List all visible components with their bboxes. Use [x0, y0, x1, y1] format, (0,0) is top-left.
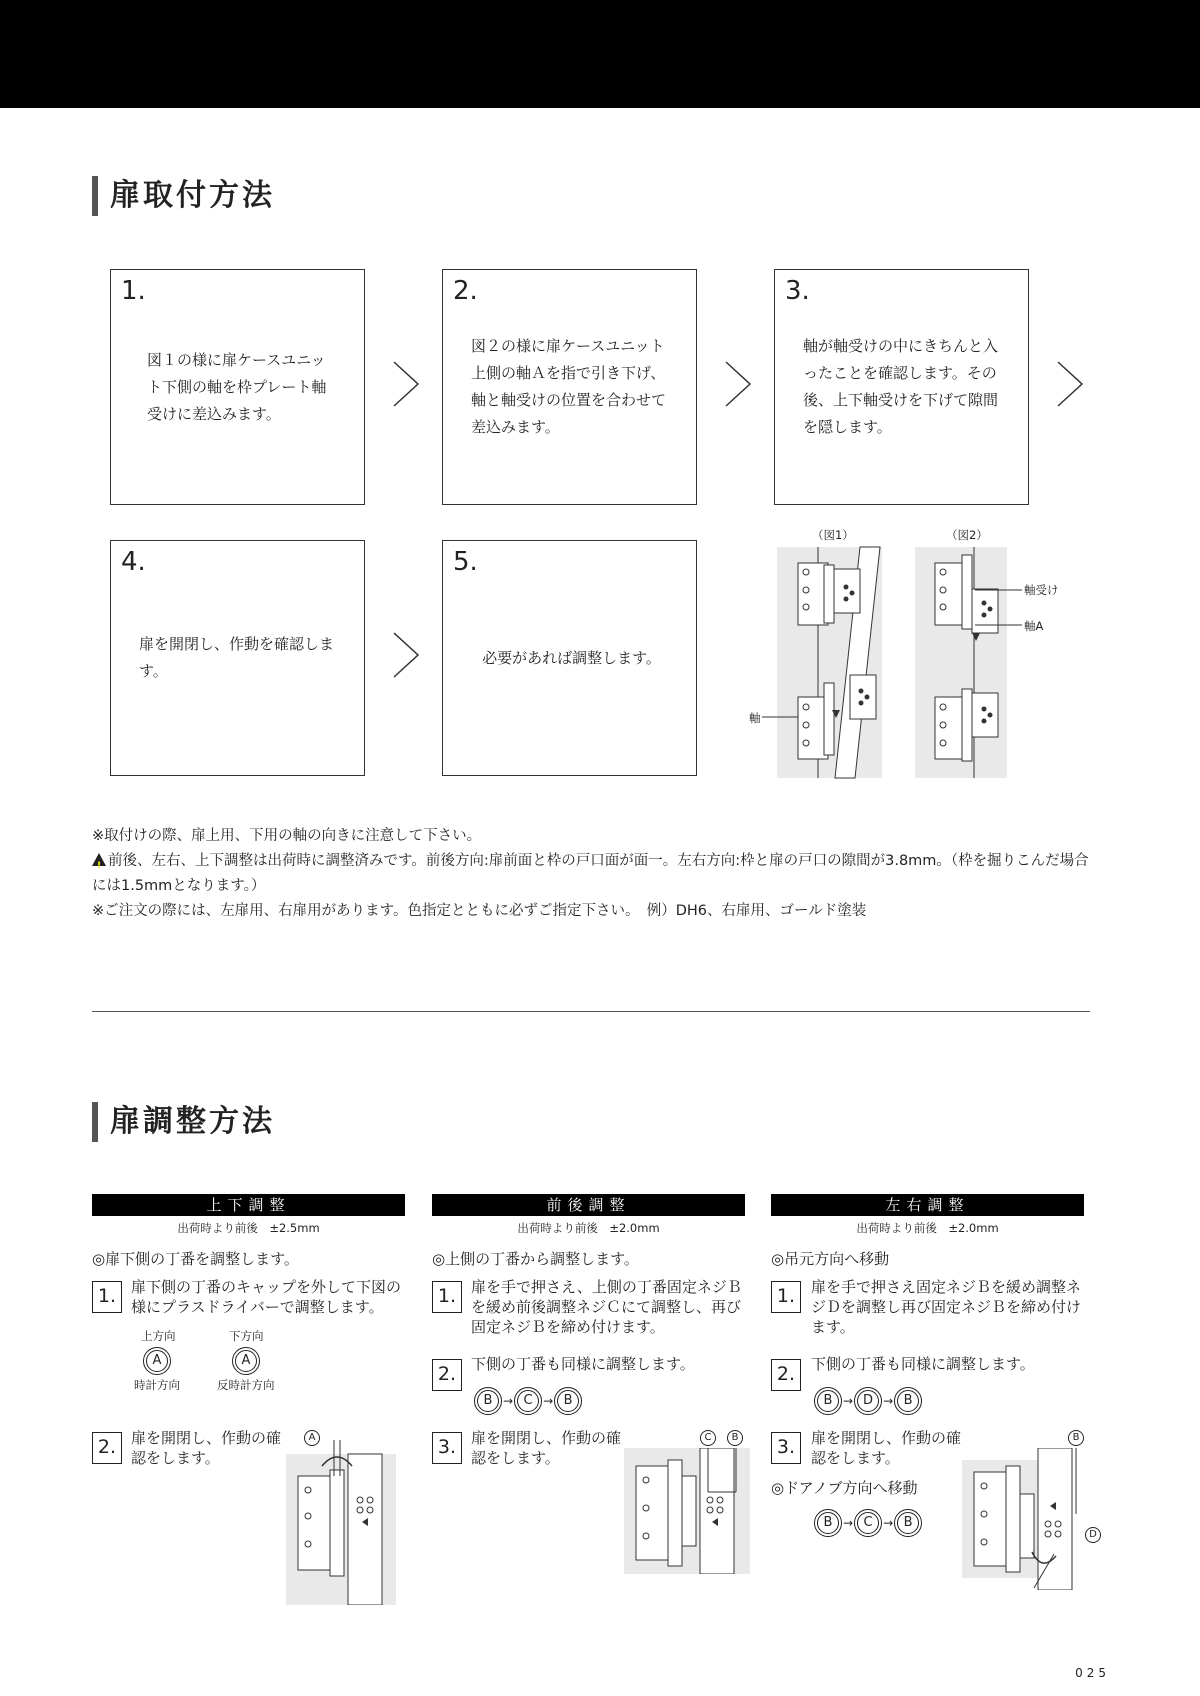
letter-b-marker: B: [1068, 1430, 1084, 1446]
step-box-3: [774, 269, 1029, 505]
column-lead: ◎吊元方向へ移動: [771, 1250, 890, 1268]
letter-a-marker: A: [304, 1430, 320, 1446]
step-box-1: [110, 269, 365, 505]
letter-c-marker: C: [700, 1430, 716, 1446]
counterclockwise-label: 反時計方向: [217, 1378, 275, 1392]
column-tolerance: 出荷時より前後 ±2.0mm: [856, 1221, 999, 1235]
step-text: 扉を開閉し、作動を確認します。: [139, 635, 335, 680]
sequence-b-c-b: B → C → B: [477, 1390, 579, 1412]
hinge-install-diagram: [740, 545, 1085, 780]
left-right-step-1-text: 扉を手で押さえ固定ネジＢを緩め調整ネジＤを調整し再び固定ネジＢを締め付けます。: [811, 1278, 1082, 1336]
clockwise-label: 時計方向: [134, 1378, 180, 1392]
column-front-back-adjust: [432, 1194, 745, 1269]
column-tolerance: 出荷時より前後 ±2.0mm: [517, 1221, 660, 1235]
chevron-right-icon: [390, 630, 424, 680]
column-header: 上下調整: [92, 1194, 405, 1216]
label-shaft-a: 軸A: [1024, 619, 1044, 633]
section-divider: [92, 1011, 1090, 1012]
step-box-2: [442, 269, 697, 505]
sequence-b-c-b-2: B → C → B: [817, 1512, 919, 1534]
vertical-step-2-text: 扉を開閉し、作動の確認をします。: [131, 1429, 282, 1467]
figure-2-label: （図2）: [946, 528, 988, 542]
doorknob-direction-lead: ◎ドアノブ方向へ移動: [771, 1479, 918, 1497]
column-header: 左右調整: [771, 1194, 1084, 1216]
up-direction-label: 上方向: [141, 1329, 176, 1343]
label-shaft: 軸: [749, 711, 761, 725]
chevron-right-icon: [722, 359, 756, 409]
step-text: 図２の様に扉ケースユニット上側の軸Ａを指で引き下げ、軸と軸受けの位置を合わせて差込みます。: [471, 337, 667, 436]
chevron-right-icon: [1054, 359, 1088, 409]
letter-b-marker: B: [727, 1430, 743, 1446]
step-badge: 1.: [432, 1281, 462, 1313]
column-lead: ◎上側の丁番から調整します。: [432, 1250, 639, 1268]
front-back-step-2-text: 下側の丁番も同様に調整します。: [471, 1355, 695, 1373]
section-title-install: 扉取付方法: [92, 176, 275, 216]
left-right-step-2-text: 下側の丁番も同様に調整します。: [811, 1355, 1035, 1373]
step-number: 4.: [121, 547, 146, 577]
step-badge: 2.: [771, 1359, 801, 1391]
step-badge: 1.: [92, 1281, 122, 1313]
step-box-4: [110, 540, 365, 776]
front-back-step-3-text: 扉を開閉し、作動の確認をします。: [471, 1429, 622, 1467]
page-number: 025: [1075, 1666, 1110, 1680]
note-2: !前後、左右、上下調整は出荷時に調整済みです。前後方向:扉前面と枠の戸口面が面一。左右方向:枠と扉の戸口の隙間が3.8mm。（枠を掘りこんだ場合には1.5mmとなります。）: [92, 849, 1092, 899]
install-notes: [92, 824, 1092, 924]
note-3: ※ご注文の際には、左扉用、右扉用があります。色指定とともに必ずご指定下さい。 例）DH6、右扉用、ゴールド塗装: [92, 903, 867, 919]
step-box-5: [442, 540, 697, 776]
note-1: ※取付けの際、扉上用、下用の軸の向きに注意して下さい。: [92, 828, 482, 844]
letter-d-marker: D: [1085, 1527, 1101, 1543]
step-badge: 2.: [432, 1359, 462, 1391]
front-back-hinge-diagram: [624, 1448, 750, 1574]
step-badge: 3.: [771, 1432, 801, 1464]
step-text: 必要があれば調整します。: [482, 648, 661, 667]
sequence-b-d-b: B → D → B: [817, 1390, 919, 1412]
column-lead: ◎扉下側の丁番を調整します。: [92, 1250, 299, 1268]
step-number: 3.: [785, 276, 810, 306]
step-number: 1.: [121, 276, 146, 306]
letter-a-badge: A: [235, 1350, 257, 1372]
warning-icon: [92, 853, 106, 866]
label-bearing: 軸受け: [1024, 583, 1059, 597]
left-right-hinge-diagram: [962, 1448, 1082, 1590]
step-text: 図１の様に扉ケースユニット下側の軸を枠プレート軸受けに差込みます。: [147, 350, 327, 423]
section-title-adjust: 扉調整方法: [92, 1102, 275, 1142]
chevron-right-icon: [390, 359, 424, 409]
column-header: 前後調整: [432, 1194, 745, 1216]
vertical-adjust-hinge-diagram: [286, 1440, 396, 1605]
down-direction-label: 下方向: [229, 1329, 264, 1343]
step-badge: 3.: [432, 1432, 462, 1464]
step-number: 5.: [453, 547, 478, 577]
column-left-right-adjust: [771, 1194, 1084, 1269]
figure-1-label: （図1）: [812, 528, 854, 542]
top-black-band: [0, 0, 1200, 108]
step-number: 2.: [453, 276, 478, 306]
front-back-step-1-text: 扉を手で押さえ、上側の丁番固定ネジＢを緩め前後調整ネジＣにて調整し、再び固定ネジＢを締め付けます。: [471, 1278, 742, 1336]
left-right-step-3-text: 扉を開閉し、作動の確認をします。: [811, 1429, 962, 1467]
column-vertical-adjust: [92, 1194, 405, 1269]
step-badge: 2.: [92, 1432, 122, 1464]
step-badge: 1.: [771, 1281, 801, 1313]
step-text: 軸が軸受けの中にきちんと入ったことを確認します。その後、上下軸受けを下げて隙間を隠します。: [803, 337, 999, 436]
column-tolerance: 出荷時より前後 ±2.5mm: [177, 1221, 320, 1235]
letter-a-badge: A: [146, 1350, 168, 1372]
vertical-step-1-text: 扉下側の丁番のキャップを外して下図の様にプラスドライバーで調整します。: [131, 1278, 402, 1316]
